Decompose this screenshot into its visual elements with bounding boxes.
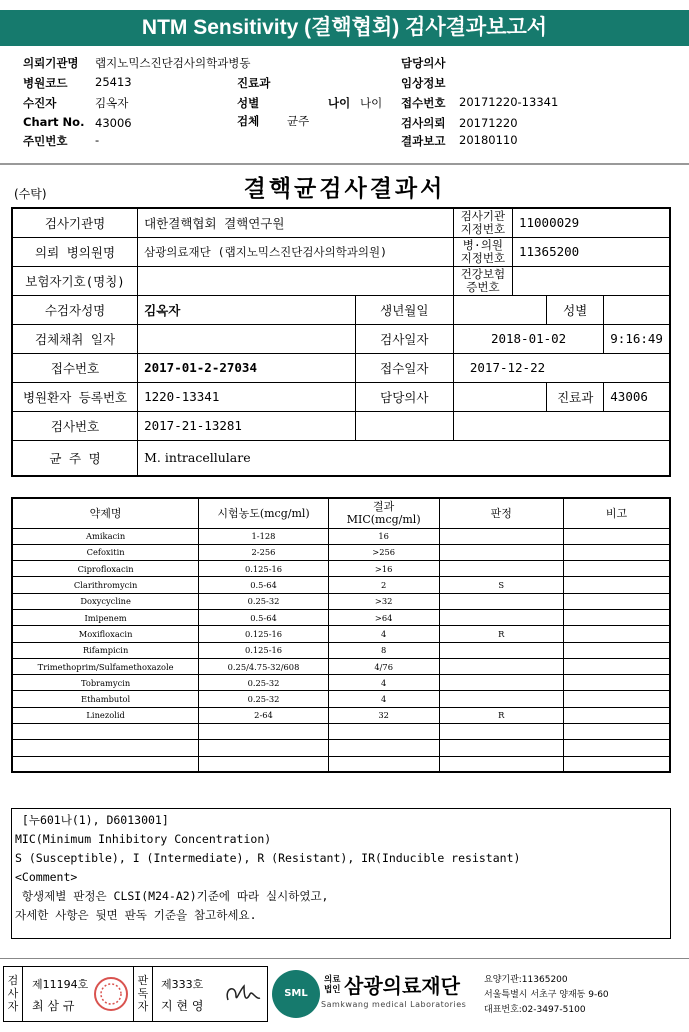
cell-conc <box>199 724 329 740</box>
comment-line: 자세한 사항은 뒷면 판독 기준을 참고하세요. <box>15 908 257 922</box>
header-value-patient: 김옥자 <box>95 96 129 110</box>
cell-conc: 0.125-16 <box>199 561 329 577</box>
cell-drug: Clarithromycin <box>12 577 199 593</box>
report-title-bar: NTM Sensitivity (결핵협회) 검사결과보고서 <box>0 10 689 46</box>
cell-note <box>563 707 670 723</box>
cell-judge <box>439 593 563 609</box>
comment-box <box>11 808 671 939</box>
cell-judge <box>439 740 563 756</box>
lab-name-value: 대한결핵협회 결핵연구원 <box>138 208 454 237</box>
footer-divider <box>0 958 689 959</box>
health-insurance-value <box>512 266 670 295</box>
cell-judge: R <box>439 626 563 642</box>
cell-note <box>563 577 670 593</box>
org-english-name: Samkwang medical Laboratories <box>321 1000 467 1009</box>
receipt-number-label: 접수번호 <box>12 353 138 382</box>
table-row <box>12 626 670 642</box>
col-header-concentration: 시험농도(mcg/ml) <box>199 498 329 528</box>
requesting-hospital-value: 삼광의료재단 (랩지노믹스진단검사의학과의원) <box>138 237 454 266</box>
header-value-specimen: 균주 <box>287 114 310 128</box>
reader-name: 지 현 영 <box>161 999 204 1013</box>
cell-note <box>563 544 670 560</box>
header-value-age: 나이 <box>360 96 383 110</box>
tester-label: 검사자 <box>7 974 19 1013</box>
header-value-chart-no: 43006 <box>95 116 132 130</box>
health-insurance-label: 건강보험 증번호 <box>453 266 512 295</box>
table-row <box>12 609 670 625</box>
cell-mic <box>328 756 439 772</box>
cell-mic: >32 <box>328 593 439 609</box>
cell-conc: 0.125-16 <box>199 642 329 658</box>
comment-line: MIC(Minimum Inhibitory Concentration) <box>15 832 272 846</box>
header-field-request-date: 검사의뢰 <box>401 116 446 130</box>
table-row <box>12 724 670 740</box>
patient-name-label: 수검자성명 <box>12 295 138 324</box>
consignment-label: (수탁) <box>14 187 47 201</box>
test-number-label: 검사번호 <box>12 411 138 440</box>
document-title: 결핵균검사결과서 <box>243 175 446 202</box>
header-value-receipt-no: 20171220-13341 <box>459 95 559 109</box>
reader-license-no: 제333호 <box>161 978 204 991</box>
susceptibility-results-table <box>11 497 671 773</box>
header-field-doctor: 담당의사 <box>401 56 446 70</box>
header-value-requester: 랩지노믹스진단검사의학과병동 <box>95 56 251 70</box>
test-date-value: 2018-01-02 <box>453 324 603 353</box>
cell-judge <box>439 691 563 707</box>
header-field-age: 나이 <box>328 96 351 110</box>
cell-mic: 32 <box>328 707 439 723</box>
institution-code: 요양기관:11365200 <box>484 975 568 985</box>
seal-icon <box>92 974 130 1014</box>
cell-judge <box>439 675 563 691</box>
cell-mic: 8 <box>328 642 439 658</box>
cell-note <box>563 561 670 577</box>
cell-note <box>563 642 670 658</box>
department-value: 43006 <box>604 382 670 411</box>
cell-judge <box>439 642 563 658</box>
strain-label: 균 주 명 <box>12 440 138 476</box>
table-row <box>12 642 670 658</box>
cell-judge <box>439 544 563 560</box>
cell-note <box>563 724 670 740</box>
cell-drug: Ethambutol <box>12 691 199 707</box>
receipt-date-label: 접수일자 <box>355 353 453 382</box>
test-time-value: 9:16:49 <box>604 324 670 353</box>
cell-mic: 4 <box>328 691 439 707</box>
hospital-code-value: 11365200 <box>512 237 670 266</box>
phone: 대표번호:02-3497-5100 <box>484 1005 586 1015</box>
cell-mic: >64 <box>328 609 439 625</box>
sml-logo-icon: SML <box>272 970 320 1018</box>
header-field-report-date: 결과보고 <box>401 134 446 148</box>
collection-date-value <box>138 324 356 353</box>
header-value-request-date: 20171220 <box>459 116 518 130</box>
lab-code-value: 11000029 <box>512 208 670 237</box>
header-value-report-date: 20180110 <box>459 133 518 147</box>
doctor-value <box>453 382 546 411</box>
registration-number-value: 1220-13341 <box>138 382 356 411</box>
cell-judge <box>439 756 563 772</box>
header-field-patient: 수진자 <box>23 96 57 110</box>
reader-label: 판독자 <box>137 974 149 1013</box>
header-divider <box>0 163 689 165</box>
cell-conc: 0.25-32 <box>199 675 329 691</box>
cell-judge <box>439 609 563 625</box>
receipt-date-value: 2017-12-22 <box>453 353 670 382</box>
cell-conc <box>199 740 329 756</box>
patient-info-table <box>11 207 671 477</box>
cell-note <box>563 593 670 609</box>
cell-mic: 16 <box>328 528 439 544</box>
doctor-label: 담당의사 <box>355 382 453 411</box>
receipt-number-value: 2017-01-2-27034 <box>138 353 356 382</box>
dob-label: 생년월일 <box>355 295 453 324</box>
cell-mic: 4 <box>328 626 439 642</box>
test-date-label: 검사일자 <box>355 324 453 353</box>
cell-drug: Amikacin <box>12 528 199 544</box>
cell-drug: Rifampicin <box>12 642 199 658</box>
table-row <box>12 577 670 593</box>
cell-conc: 2-256 <box>199 544 329 560</box>
dob-value <box>453 295 546 324</box>
table-row <box>12 658 670 674</box>
table-row <box>12 544 670 560</box>
cell-note <box>563 675 670 691</box>
cell-conc: 0.5-64 <box>199 609 329 625</box>
cell-conc: 0.125-16 <box>199 626 329 642</box>
test-number-value: 2017-21-13281 <box>138 411 356 440</box>
cell-judge: R <box>439 707 563 723</box>
registration-number-label: 병원환자 등록번호 <box>12 382 138 411</box>
insurer-label: 보험자기호(명칭) <box>12 266 138 295</box>
test-number-blank <box>453 411 670 440</box>
cell-judge: S <box>439 577 563 593</box>
cell-drug <box>12 740 199 756</box>
header-field-specimen: 검체 <box>237 114 260 128</box>
cell-drug: Imipenem <box>12 609 199 625</box>
col-header-judgement: 판정 <box>439 498 563 528</box>
cell-drug <box>12 724 199 740</box>
requesting-hospital-label: 의뢰 병의원명 <box>12 237 138 266</box>
cell-conc: 0.25-32 <box>199 593 329 609</box>
col-header-note: 비고 <box>563 498 670 528</box>
col-header-drug: 약제명 <box>12 498 199 528</box>
cell-mic: 4/76 <box>328 658 439 674</box>
signature-icon <box>222 980 262 1008</box>
cell-judge <box>439 561 563 577</box>
col-header-mic: 결과 MIC(mcg/ml) <box>328 498 439 528</box>
sex-value <box>604 295 670 324</box>
cell-note <box>563 626 670 642</box>
header-field-clinical-info: 임상정보 <box>401 76 446 90</box>
comment-line: S (Susceptible), I (Intermediate), R (Resistant), IR(Inducible resistant) <box>15 851 521 865</box>
cell-note <box>563 691 670 707</box>
cell-note <box>563 740 670 756</box>
table-row <box>12 561 670 577</box>
lab-name-label: 검사기관명 <box>12 208 138 237</box>
cell-note <box>563 756 670 772</box>
table-row <box>12 528 670 544</box>
cell-mic: 2 <box>328 577 439 593</box>
cell-drug: Ciprofloxacin <box>12 561 199 577</box>
cell-note <box>563 658 670 674</box>
table-row <box>12 675 670 691</box>
table-row <box>12 740 670 756</box>
collection-date-label: 검체채취 일자 <box>12 324 138 353</box>
tester-name: 최 삼 규 <box>32 999 75 1013</box>
cell-conc: 0.25/4.75-32/608 <box>199 658 329 674</box>
org-prefix: 의료 법인 <box>324 975 341 995</box>
strain-value: M. intracellulare <box>138 440 670 476</box>
header-field-chart-no: Chart No. <box>23 115 85 129</box>
header-field-receipt-no: 접수번호 <box>401 96 446 110</box>
cell-mic: >16 <box>328 561 439 577</box>
cell-judge <box>439 658 563 674</box>
cell-drug: Moxifloxacin <box>12 626 199 642</box>
hospital-code-label: 병·의원 지정번호 <box>453 237 512 266</box>
address: 서울특별시 서초구 양재동 9-60 <box>484 990 609 1000</box>
cell-drug <box>12 756 199 772</box>
header-field-hospital-code: 병원코드 <box>23 76 68 90</box>
cell-mic <box>328 724 439 740</box>
cell-conc: 0.5-64 <box>199 577 329 593</box>
insurer-value <box>138 266 454 295</box>
test-number-extra <box>355 411 453 440</box>
comment-line: <Comment> <box>15 870 78 884</box>
sex-label: 성별 <box>547 295 604 324</box>
cell-note <box>563 528 670 544</box>
header-field-resident-no: 주민번호 <box>23 134 68 148</box>
table-row <box>12 756 670 772</box>
cell-mic: >256 <box>328 544 439 560</box>
table-row <box>12 691 670 707</box>
tester-license-no: 제11194호 <box>32 978 89 991</box>
header-field-sex: 성별 <box>237 96 260 110</box>
cell-drug: Linezolid <box>12 707 199 723</box>
patient-name-value: 김옥자 <box>138 295 356 324</box>
cell-mic <box>328 740 439 756</box>
cell-conc <box>199 756 329 772</box>
cell-drug: Tobramycin <box>12 675 199 691</box>
comment-line: [누601나(1), D6013001] <box>15 813 169 827</box>
header-value-resident-no: - <box>95 133 100 147</box>
cell-drug: Trimethoprim/Sulfamethoxazole <box>12 658 199 674</box>
cell-note <box>563 609 670 625</box>
cell-conc: 1-128 <box>199 528 329 544</box>
header-field-requester: 의뢰기관명 <box>23 56 79 70</box>
department-label: 진료과 <box>547 382 604 411</box>
lab-code-label: 검사기관 지정번호 <box>453 208 512 237</box>
cell-conc: 2-64 <box>199 707 329 723</box>
org-name: 삼광의료재단 <box>344 974 460 998</box>
header-value-hospital-code: 25413 <box>95 75 132 89</box>
cell-drug: Doxycycline <box>12 593 199 609</box>
cell-judge <box>439 528 563 544</box>
header-field-department: 진료과 <box>237 76 271 90</box>
table-row <box>12 707 670 723</box>
cell-judge <box>439 724 563 740</box>
cell-mic: 4 <box>328 675 439 691</box>
cell-drug: Cefoxitin <box>12 544 199 560</box>
table-row <box>12 593 670 609</box>
comment-line: 항생제별 판정은 CLSI(M24-A2)기준에 따라 실시하였고, <box>15 889 329 903</box>
cell-conc: 0.25-32 <box>199 691 329 707</box>
